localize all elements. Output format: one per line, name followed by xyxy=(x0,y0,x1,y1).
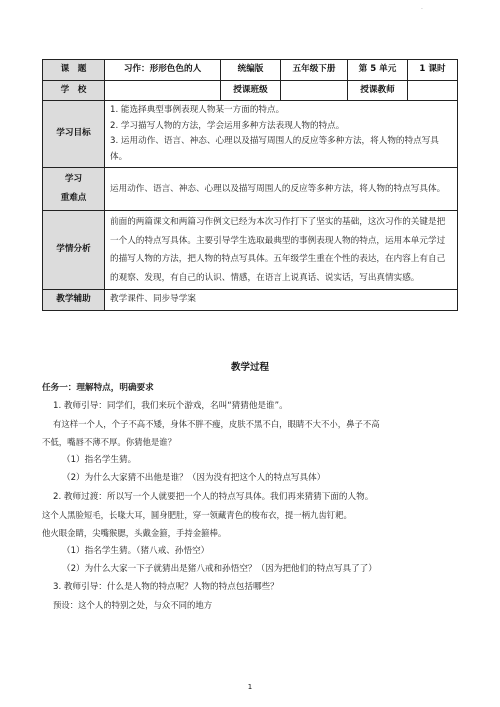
table-row-analysis xyxy=(43,211,458,290)
topic-label: 课 题 xyxy=(43,60,105,81)
unit-value: 第 5 单元 xyxy=(348,60,408,81)
process-line: 不低，嘴唇不薄不厚。你猜他是谁？ xyxy=(42,437,176,448)
process-line: 预设：这个人的特别之处，与众不同的地方 xyxy=(53,600,213,611)
section-title: 教学过程 xyxy=(230,362,269,373)
teacher-value xyxy=(408,80,458,101)
aids-label: 教学辅助 xyxy=(43,290,105,311)
grade-value: 五年级下册 xyxy=(281,60,348,81)
lesson-info-table xyxy=(42,59,458,311)
process-line: （2）为什么大家猜不出他是谁？（因为没有把这个人的特点写具体） xyxy=(62,473,326,484)
table-row-topic xyxy=(43,60,458,81)
topic-value: 习作：形形色色的人 xyxy=(105,60,221,81)
class-label: 授课班级 xyxy=(221,80,281,101)
goals-label: 学习目标 xyxy=(43,101,105,168)
process-line: 2. 教师过渡：所以写一个人就要把一个人的特点写具体。我们再来猜猜下面的人物。 xyxy=(53,491,374,502)
process-line: 这个人黑脸短毛，长喙大耳，圆身肥肚，穿一领藏青色的梭布衣，提一柄九齿钉耙。 xyxy=(42,509,352,520)
table-row-goals xyxy=(43,101,458,168)
teacher-label: 授课教师 xyxy=(348,80,408,101)
keypoints-label-line2: 重难点 xyxy=(60,193,87,203)
keypoints-content: 运用动作、语言、神态、心理以及描写周围人的反应等多种方法，将人物的特点写具体。 xyxy=(105,168,458,211)
page-number: 1 xyxy=(247,683,253,691)
table-row-keypoints xyxy=(43,168,458,211)
goal-item: 1. 能选择典型事例表现人物某一方面的特点。 xyxy=(110,105,285,115)
process-body xyxy=(42,379,462,614)
goal-item: 3. 运用动作、语言、神态、心理以及描写周围人的反应等多种方法，将人物的特点写具体。 xyxy=(110,136,439,162)
keypoints-label xyxy=(43,168,105,211)
process-line: （1）指名学生猜。 xyxy=(62,455,137,466)
process-line: （1）指名学生猜。（猪八戒、孙悟空） xyxy=(62,545,210,556)
process-line: 有这样一个人，个子不高不矮，身体不胖不瘦，皮肤不黑不白，眼睛不大不小，鼻子不高 xyxy=(53,419,380,430)
analysis-label: 学情分析 xyxy=(43,211,105,290)
goal-item: 2. 学习描写人物的方法，学会运用多种方法表现人物的特点。 xyxy=(110,120,345,131)
table-row-school xyxy=(43,80,458,101)
hours-value: 1 课时 xyxy=(408,60,458,81)
aids-content: 教学课件、同步导学案 xyxy=(105,290,458,311)
task-heading: 任务一：理解特点，明确要求 xyxy=(42,383,154,393)
corner-mark: · xyxy=(421,6,423,13)
process-line: 他火眼金睛，尖嘴猴腮，头戴金箍，手持金箍棒。 xyxy=(42,527,227,538)
class-value xyxy=(281,80,348,101)
process-line: 3. 教师引导：什么是人物的特点呢？人物的特点包括哪些？ xyxy=(53,582,279,593)
keypoints-label-line1: 学习 xyxy=(64,174,83,184)
edition-value: 统编版 xyxy=(221,60,281,81)
analysis-content: 前面的两篇课文和两篇习作例文已经为本次习作打下了坚实的基础，这次习作的关键是把一个人的特点写具体。主要引导学生选取最典型的事例表现人物的特点，运用本单元学过的描写人物的方法，把人物的特点写具体。五年级学生重在个性的表达，在内容上有自己的观察、发现，有自己的认识、情感，在语言上说真话、说实话，写出真情实感。 xyxy=(105,211,458,290)
school-label: 学 校 xyxy=(43,80,105,101)
school-value xyxy=(105,80,221,101)
process-line: 1. 教师引导：同学们，我们来玩个游戏，名叫“猜猜他是谁”。 xyxy=(53,401,288,412)
goals-content xyxy=(105,101,458,168)
table-row-aids xyxy=(43,290,458,311)
process-line: （2）为什么大家一下子就猜出是猪八戒和孙悟空？（因为把他们的特点写具了了） xyxy=(62,563,377,574)
